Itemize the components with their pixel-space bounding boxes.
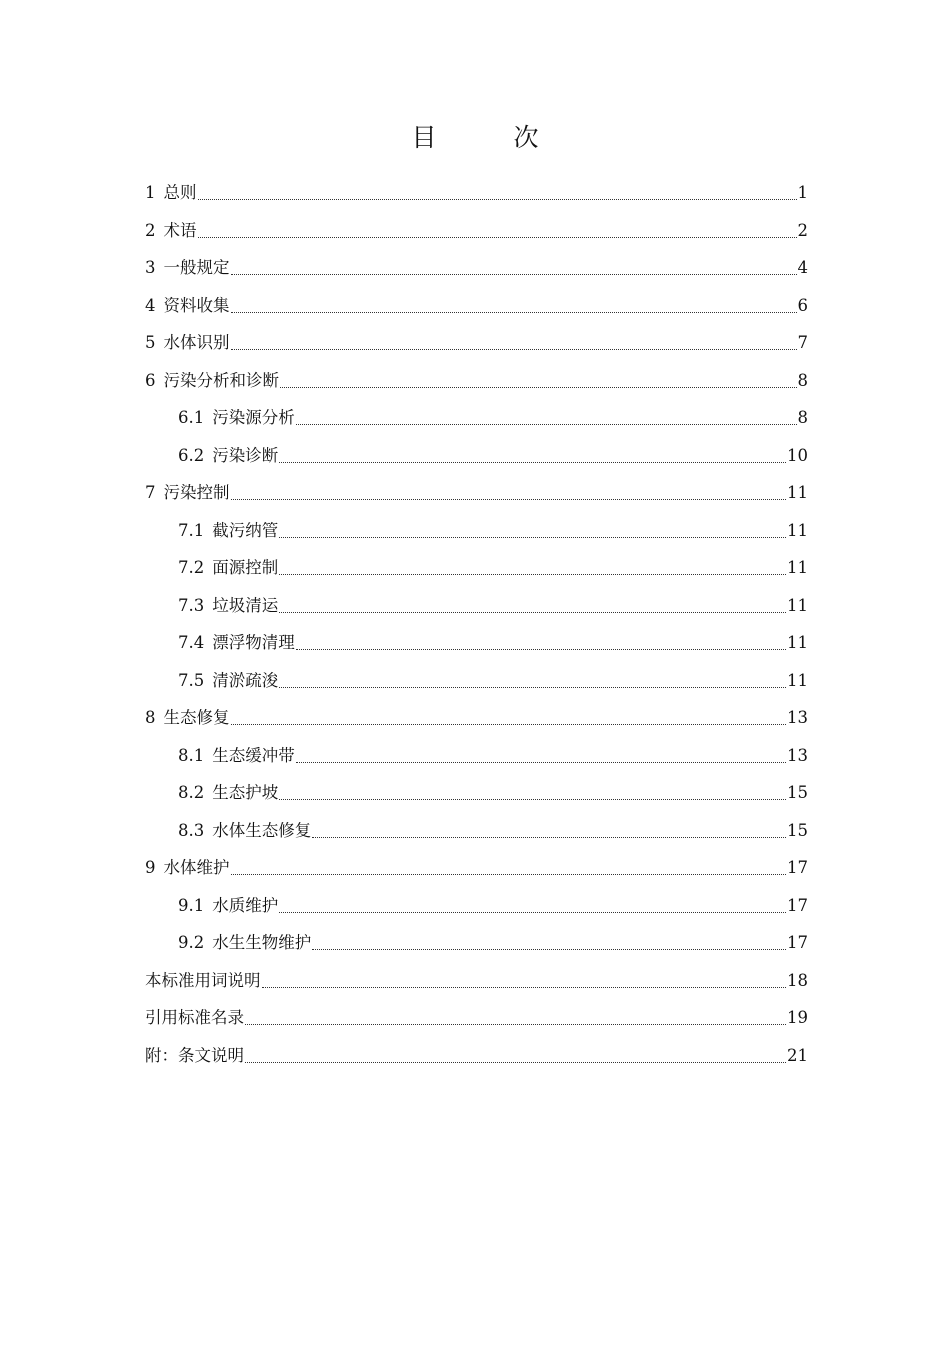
toc-entry-page-number: 17 xyxy=(787,858,808,877)
toc-entry-number: 3 xyxy=(145,258,156,277)
toc-entry-label: 漂浮物清理 xyxy=(212,633,295,652)
toc-entry-label: 水体识别 xyxy=(163,333,230,352)
toc-entry[interactable] xyxy=(145,699,808,737)
toc-entry-number: 1 xyxy=(145,183,156,202)
toc-entry-label: 水体维护 xyxy=(163,858,230,877)
toc-entry-number: 8.1 xyxy=(178,745,205,765)
toc-dot-leader xyxy=(279,574,786,575)
toc-entry-number: 9.2 xyxy=(178,933,205,952)
toc-dot-leader xyxy=(312,837,786,838)
toc-entry-label: 总则 xyxy=(163,183,197,202)
toc-entry[interactable] xyxy=(145,474,808,512)
toc-dot-leader xyxy=(231,312,797,313)
toc-entry[interactable] xyxy=(145,924,808,962)
toc-entry-label: 污染诊断 xyxy=(212,445,279,465)
toc-entry-label: 生态护坡 xyxy=(212,783,279,802)
toc-entry-number: 5 xyxy=(145,333,156,352)
toc-entry-number: 8 xyxy=(145,708,156,727)
toc-entry-page-number: 8 xyxy=(797,370,808,390)
toc-entry[interactable] xyxy=(145,662,808,700)
toc-dot-leader xyxy=(231,349,797,350)
toc-entry-label: 生态缓冲带 xyxy=(212,745,295,765)
toc-entry[interactable] xyxy=(145,437,808,475)
toc-entry-number: 6 xyxy=(145,370,156,390)
toc-entry-page-number: 13 xyxy=(787,708,808,727)
toc-entry[interactable] xyxy=(145,587,808,625)
toc-dot-leader xyxy=(279,912,786,913)
toc-dot-leader xyxy=(279,687,786,688)
toc-dot-leader xyxy=(231,274,797,275)
toc-entry[interactable] xyxy=(145,1037,808,1075)
toc-entry[interactable] xyxy=(145,887,808,925)
toc-entry-page-number: 21 xyxy=(787,1045,808,1065)
toc-dot-leader xyxy=(231,724,787,725)
toc-entry[interactable] xyxy=(145,737,808,775)
toc-dot-leader xyxy=(279,799,786,800)
toc-dot-leader xyxy=(279,462,786,463)
toc-entry-number: 8.3 xyxy=(178,820,205,840)
toc-entry-label: 资料收集 xyxy=(163,295,230,315)
toc-entry-number: 7.4 xyxy=(178,633,205,652)
toc-entry-number: 7.3 xyxy=(178,595,205,615)
toc-entry[interactable] xyxy=(145,624,808,662)
toc-entry-page-number: 11 xyxy=(787,670,808,690)
toc-dot-leader xyxy=(245,1062,786,1063)
toc-entry-number: 9 xyxy=(145,858,156,877)
toc-dot-leader xyxy=(296,649,786,650)
toc-entry-label: 术语 xyxy=(163,220,197,240)
toc-dot-leader xyxy=(312,949,786,950)
toc-dot-leader xyxy=(231,499,787,500)
toc-dot-leader xyxy=(280,387,797,388)
toc-dot-leader xyxy=(231,874,787,875)
toc-dot-leader xyxy=(198,199,797,200)
toc-entry[interactable] xyxy=(145,962,808,1000)
toc-entry-page-number: 15 xyxy=(787,820,808,840)
toc-entry[interactable] xyxy=(145,549,808,587)
toc-entry[interactable] xyxy=(145,362,808,400)
toc-entry-number: 2 xyxy=(145,220,156,240)
toc-entry-number: 6.2 xyxy=(178,445,205,465)
toc-entry-page-number: 2 xyxy=(797,220,808,240)
toc-entry-page-number: 18 xyxy=(787,970,808,990)
toc-entry-label: 附：条文说明 xyxy=(145,1045,244,1065)
toc-entry-label: 污染控制 xyxy=(163,483,230,502)
toc-entry-number: 4 xyxy=(145,295,156,315)
toc-entry-page-number: 1 xyxy=(797,183,808,202)
toc-entry-label: 垃圾清运 xyxy=(212,595,279,615)
toc-dot-leader xyxy=(296,424,797,425)
toc-entry-number: 9.1 xyxy=(178,895,205,915)
toc-entry-label: 水生生物维护 xyxy=(212,933,312,952)
toc-entry-page-number: 11 xyxy=(787,483,808,502)
toc-entry-page-number: 13 xyxy=(787,745,808,765)
toc-entry[interactable] xyxy=(145,999,808,1037)
table-of-contents xyxy=(145,174,808,1074)
toc-entry[interactable] xyxy=(145,287,808,325)
toc-entry-page-number: 15 xyxy=(787,783,808,802)
toc-entry-number: 8.2 xyxy=(178,783,205,802)
toc-entry-label: 本标准用词说明 xyxy=(145,970,261,990)
toc-entry-page-number: 10 xyxy=(787,445,808,465)
toc-entry-label: 面源控制 xyxy=(212,558,279,577)
toc-entry-label: 引用标准名录 xyxy=(145,1008,244,1027)
toc-entry-page-number: 8 xyxy=(797,408,808,427)
toc-entry-label: 清淤疏浚 xyxy=(212,670,279,690)
toc-dot-leader xyxy=(245,1024,786,1025)
toc-entry[interactable] xyxy=(145,324,808,362)
toc-entry-number: 7.1 xyxy=(178,520,205,540)
toc-entry[interactable] xyxy=(145,249,808,287)
toc-entry-label: 污染分析和诊断 xyxy=(163,370,279,390)
toc-entry-label: 污染源分析 xyxy=(212,408,295,427)
toc-entry-number: 7.5 xyxy=(178,670,205,690)
toc-entry-page-number: 19 xyxy=(787,1008,808,1027)
page-title: 目 次 xyxy=(411,123,565,152)
toc-entry-number: 7 xyxy=(145,483,156,502)
toc-dot-leader xyxy=(296,762,786,763)
toc-entry-label: 生态修复 xyxy=(163,708,230,727)
toc-entry-number: 7.2 xyxy=(178,558,205,577)
toc-entry[interactable] xyxy=(145,399,808,437)
toc-dot-leader xyxy=(198,237,797,238)
toc-entry-label: 水体生态修复 xyxy=(212,820,312,840)
toc-dot-leader xyxy=(279,537,786,538)
toc-entry-label: 截污纳管 xyxy=(212,520,279,540)
toc-entry-page-number: 11 xyxy=(787,520,808,540)
toc-entry[interactable] xyxy=(145,174,808,212)
toc-entry-number: 6.1 xyxy=(178,408,205,427)
toc-entry[interactable] xyxy=(145,212,808,250)
toc-entry[interactable] xyxy=(145,812,808,850)
toc-entry-label: 一般规定 xyxy=(163,258,230,277)
toc-entry-page-number: 11 xyxy=(787,595,808,615)
toc-entry-page-number: 11 xyxy=(787,558,808,577)
toc-entry-page-number: 17 xyxy=(787,933,808,952)
toc-entry[interactable] xyxy=(145,774,808,812)
toc-entry-label: 水质维护 xyxy=(212,895,279,915)
toc-entry-page-number: 6 xyxy=(797,295,808,315)
toc-entry-page-number: 4 xyxy=(797,258,808,277)
toc-entry-page-number: 11 xyxy=(787,633,808,652)
toc-dot-leader xyxy=(262,987,787,988)
toc-entry[interactable] xyxy=(145,512,808,550)
toc-entry-page-number: 17 xyxy=(787,895,808,915)
toc-entry[interactable] xyxy=(145,849,808,887)
toc-entry-page-number: 7 xyxy=(797,333,808,352)
toc-dot-leader xyxy=(279,612,786,613)
